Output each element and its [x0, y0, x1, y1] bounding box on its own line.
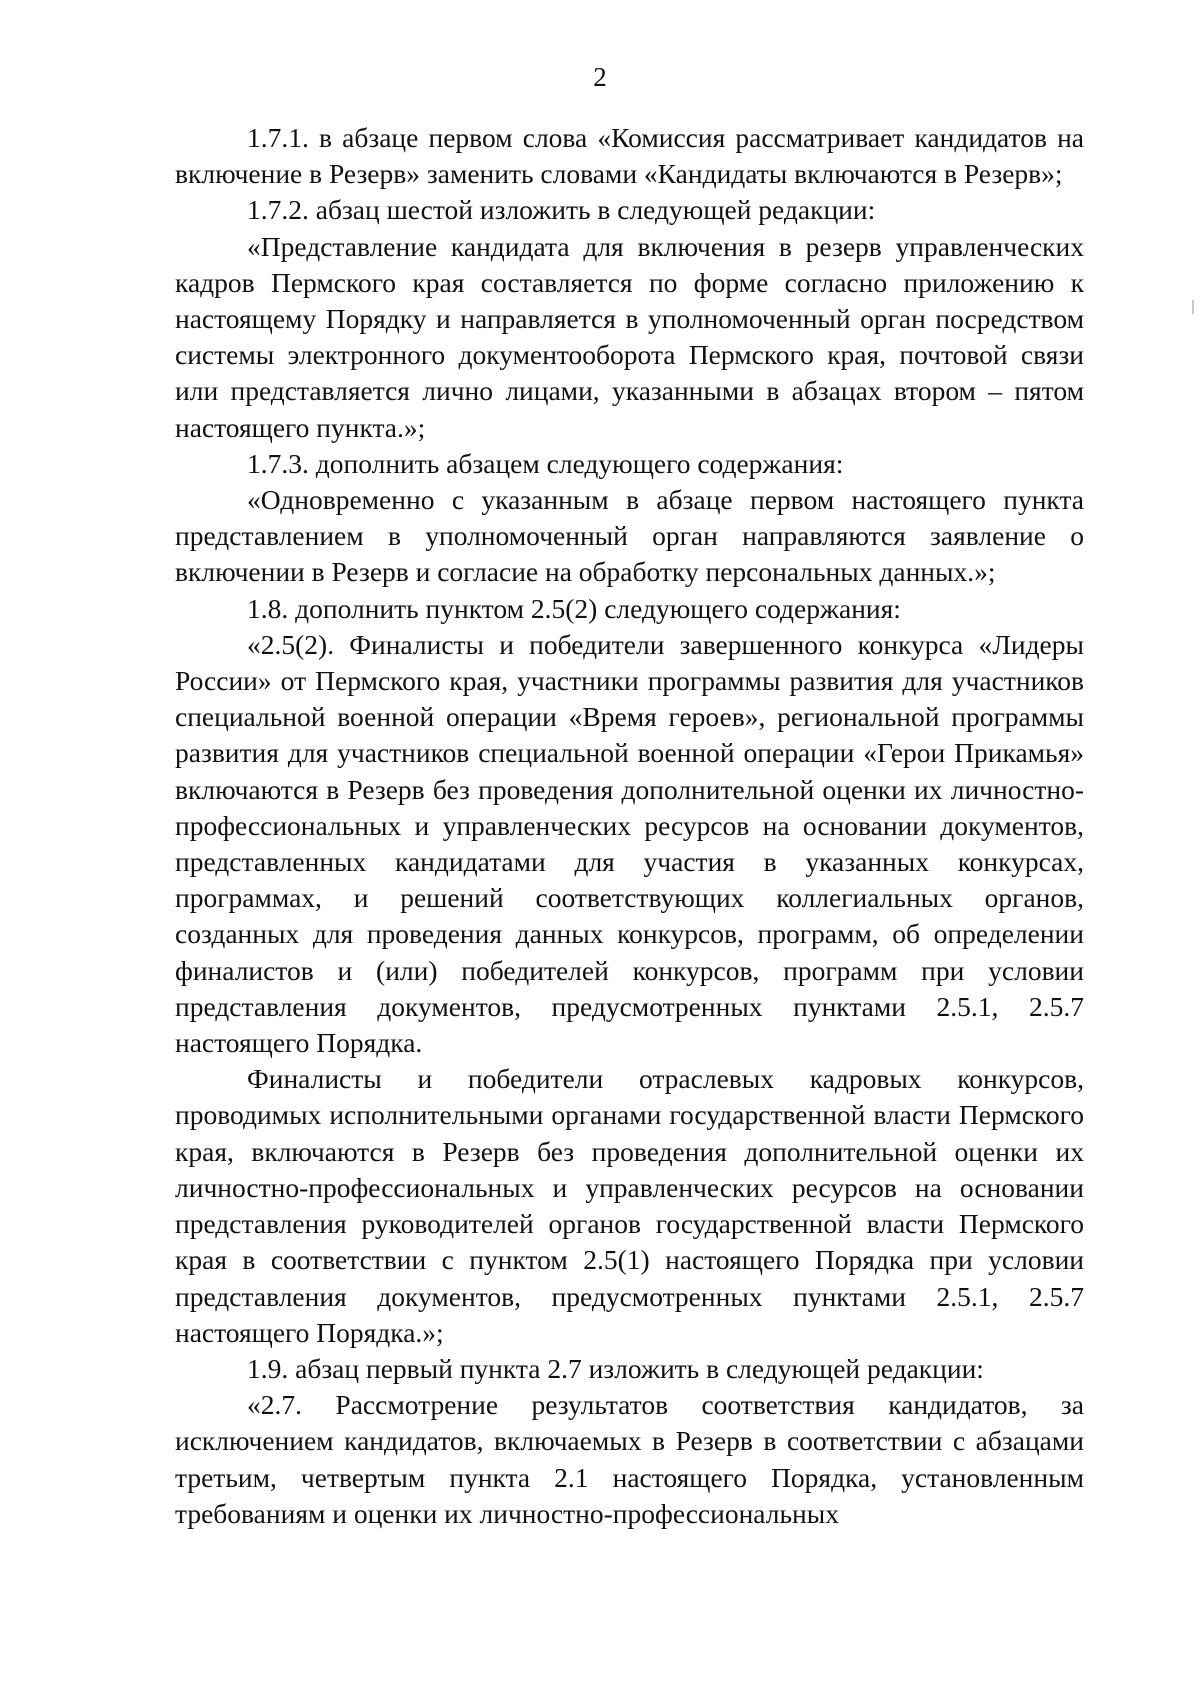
paragraph-quote-2-7: «2.7. Рассмотрение результатов соответствия кандидатов, за исключением кандидатов, включаемых в Резерв в соответствии с абзацами третьим, четвертым пункта 2.1 настоящего Порядка, установленным требованиям и оценки их личностно-профессиональных: [175, 1389, 1084, 1529]
paragraph-1-7-1: 1.7.1. в абзаце первом слова «Комиссия рассматривает кандидатов на включение в Резерв» заменить словами «Кандидаты включаются в Резерв»;: [175, 122, 1084, 190]
paragraph-quote-2-5-2: «2.5(2). Финалисты и победители завершенного конкурса «Лидеры России» от Пермского края, участники программы развития для участников специальной военной операции «Время героев», региональной программы развития для участников специальной военной операции «Герои Прикамья» включаются в Резерв без проведения дополнительной оценки их личностно-профессиональных и управленческих ресурсов на основании документов, представленных кандидатами для участия в указанных конкурсах, программах, и решений соответствующих коллегиальных органов, созданных для проведения данных конкурсов, программ, об определении финалистов и (или) победителей конкурсов, программ при условии представления документов, предусмотренных пунктами 2.5.1, 2.5.7 настоящего Порядка.: [175, 628, 1084, 1059]
document-body: [175, 120, 1084, 1532]
scan-artifact: [1192, 300, 1194, 314]
paragraph-1-7-3: 1.7.3. дополнить абзацем следующего содержания:: [247, 447, 844, 479]
page-number: 2: [593, 62, 607, 92]
paragraph-1-9: 1.9. абзац первый пункта 2.7 изложить в следующей редакции:: [247, 1352, 984, 1384]
paragraph-1-7-2: 1.7.2. абзац шестой изложить в следующей редакции:: [247, 194, 876, 226]
paragraph-1-8: 1.8. дополнить пунктом 2.5(2) следующего содержания:: [247, 592, 901, 624]
paragraph-finalists-sectoral: Финалисты и победители отраслевых кадровых конкурсов, проводимых исполнительными органами государственной власти Пермского края, включаются в Резерв без проведения дополнительной оценки их личностно-профессиональных и управленческих ресурсов на основании представления руководителей органов государственной власти Пермского края в соответствии с пунктом 2.5(1) настоящего Порядка при условии представления документов, предусмотренных пунктами 2.5.1, 2.5.7 настоящего Порядка.»;: [175, 1063, 1084, 1348]
paragraph-quote-simultaneously: «Одновременно с указанным в абзаце первом настоящего пункта представлением в уполномоченный орган направляются заявление о включении в Резерв и согласие на обработку персональных данных.»;: [175, 484, 1084, 588]
paragraph-quote-representation: «Представление кандидата для включения в резерв управленческих кадров Пермского края составляется по форме согласно приложению к настоящему Порядку и направляется в уполномоченный орган посредством системы электронного документооборота Пермского края, почтовой связи или представляется лично лицами, указанными в абзацах втором – пятом настоящего пункта.»;: [175, 230, 1084, 443]
